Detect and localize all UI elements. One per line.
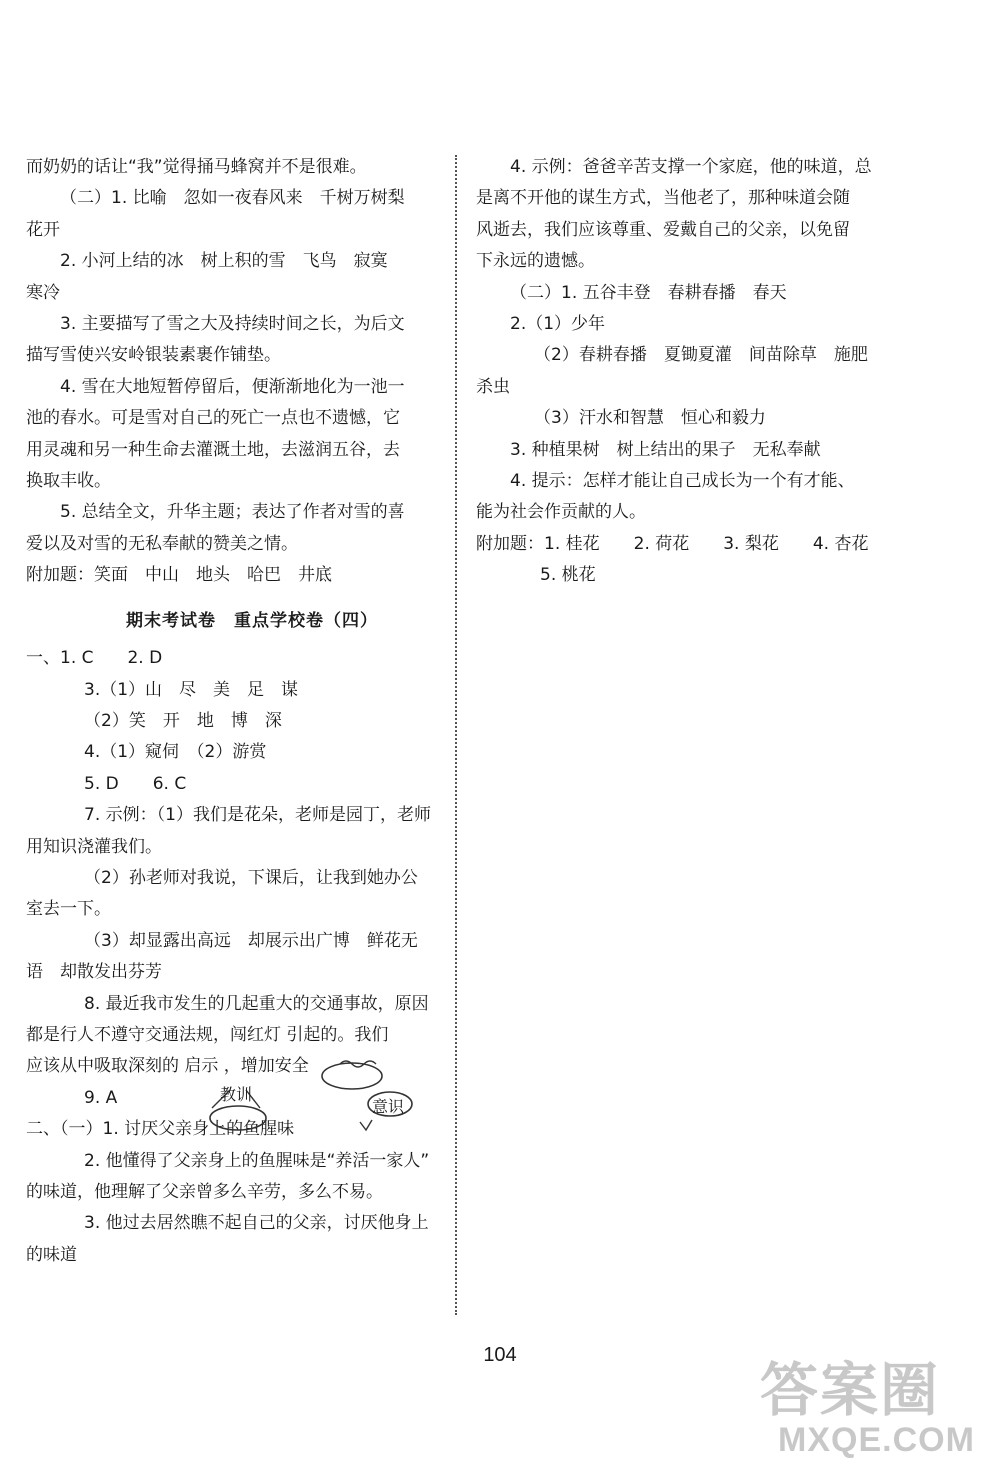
text-line: （3）却显露出高远 却展示出广博 鲜花无 xyxy=(84,930,418,951)
text-line: 一、1. C 2. D xyxy=(26,648,163,669)
text-line: （2）笑 开 地 博 深 xyxy=(84,710,282,731)
text-line: 4. 示例：爸爸辛苦支撑一个家庭，他的味道，总 xyxy=(510,157,872,177)
text-line: 8. 最近我市发生的几起重大的交通事故，原因 xyxy=(84,993,429,1014)
text-line: 语 却散发出芬芳 xyxy=(26,962,162,983)
text-line: 3. 主要描写了雪之大及持续时间之长，为后文 xyxy=(60,314,405,335)
text-line: 用灵魂和另一种生命去灌溉土地，去滋润五谷，去 xyxy=(26,439,400,460)
section-title: 期末考试卷 重点学校卷（四） xyxy=(126,610,378,631)
text-line: 二、（一）1. 讨厌父亲身上的鱼腥味 xyxy=(26,1119,295,1140)
right-column xyxy=(476,152,876,592)
text-line: 寒冷 xyxy=(26,282,60,303)
circle-mark xyxy=(322,1063,382,1089)
text-line: （2）孙老师对我说，下课后，让我到她办公 xyxy=(84,867,418,888)
watermark-title: 答案圈 xyxy=(760,1356,941,1424)
text-line: 风逝去，我们应该尊重、爱戴自己的父亲，以免留 xyxy=(476,219,850,240)
text-line: 花开 xyxy=(26,219,60,240)
text-line: 附加题：1. 桂花 2. 荷花 3. 梨花 4. 杏花 xyxy=(476,533,869,554)
text-line: 3. 种植果树 树上结出的果子 无私奉献 xyxy=(510,439,821,460)
text-line: 应该从中吸取深刻的 启示 ，增加安全 xyxy=(26,1056,309,1077)
text-line: 而奶奶的话让“我”觉得捅马蜂窝并不是很难。 xyxy=(26,157,367,177)
text-line: 5. 桃花 xyxy=(540,565,596,586)
text-line: 池的春水。可是雪对自己的死亡一点也不遗憾，它 xyxy=(26,408,400,429)
text-line: 的味道，他理解了父亲曾多么辛劳，多么不易。 xyxy=(26,1182,383,1202)
text-line: 爱以及对雪的无私奉献的赞美之情。 xyxy=(26,533,298,554)
text-line: 4. 提示：怎样才能让自己成长为一个有才能、 xyxy=(510,471,855,492)
text-line: 4. 雪在大地短暂停留后，便渐渐地化为一池一 xyxy=(60,376,405,397)
text-line: （3）汗水和智慧 恒心和毅力 xyxy=(534,408,766,429)
text-line: 都是行人不遵守交通法规，闯红灯 引起的。我们 xyxy=(26,1024,389,1045)
text-line: 换取丰收。 xyxy=(26,471,111,492)
text-line: 能为社会作贡献的人。 xyxy=(476,502,646,523)
watermark-url: MXQE.COM xyxy=(778,1421,975,1459)
caret-mark xyxy=(360,1120,372,1130)
text-line: 4.（1）窥伺 （2）游赏 xyxy=(84,742,267,763)
text-line: 5. D 6. C xyxy=(84,773,187,794)
handwritten-word: 教训 xyxy=(220,1085,253,1104)
column-divider xyxy=(455,155,457,1315)
text-line: 的味道 xyxy=(26,1244,77,1265)
text-line: 2.（1）少年 xyxy=(510,314,606,335)
circle-mark xyxy=(210,1106,266,1130)
page-number: 104 xyxy=(483,1344,517,1366)
handwritten-word: 意识 xyxy=(372,1097,405,1116)
watermark-logo xyxy=(746,1343,982,1463)
text-line: 用知识浇灌我们。 xyxy=(26,836,162,857)
text-line: 杀虫 xyxy=(476,376,510,397)
text-line: 是离不开他的谋生方式，当他老了，那种味道会随 xyxy=(476,188,850,209)
text-line: 2. 他懂得了父亲身上的鱼腥味是“养活一家人” xyxy=(84,1150,430,1171)
text-line: 3.（1）山 尽 美 足 谋 xyxy=(84,679,299,700)
text-line: 3. 他过去居然瞧不起自己的父亲，讨厌他身上 xyxy=(84,1213,429,1234)
text-line: 5. 总结全文，升华主题；表达了作者对雪的喜 xyxy=(60,502,405,523)
text-line: 描写雪使兴安岭银装素裹作铺垫。 xyxy=(26,345,281,366)
text-line: （二）1. 比喻 忽如一夜春风来 千树万树梨 xyxy=(60,188,405,209)
text-line: （2）春耕春播 夏锄夏灌 间苗除草 施肥 xyxy=(534,345,868,366)
text-line: 附加题：笑面 中山 地头 哈巴 井底 xyxy=(26,565,332,586)
text-line: （二）1. 五谷丰登 春耕春播 春天 xyxy=(510,282,787,303)
text-line: 7. 示例：（1）我们是花朵，老师是园丁，老师 xyxy=(84,805,431,826)
text-line: 下永远的遗憾。 xyxy=(476,251,595,272)
text-line: 9. A xyxy=(84,1087,118,1108)
text-line: 2. 小河上结的冰 树上积的雪 飞鸟 寂寞 xyxy=(60,251,388,272)
text-line: 室去一下。 xyxy=(26,899,111,920)
